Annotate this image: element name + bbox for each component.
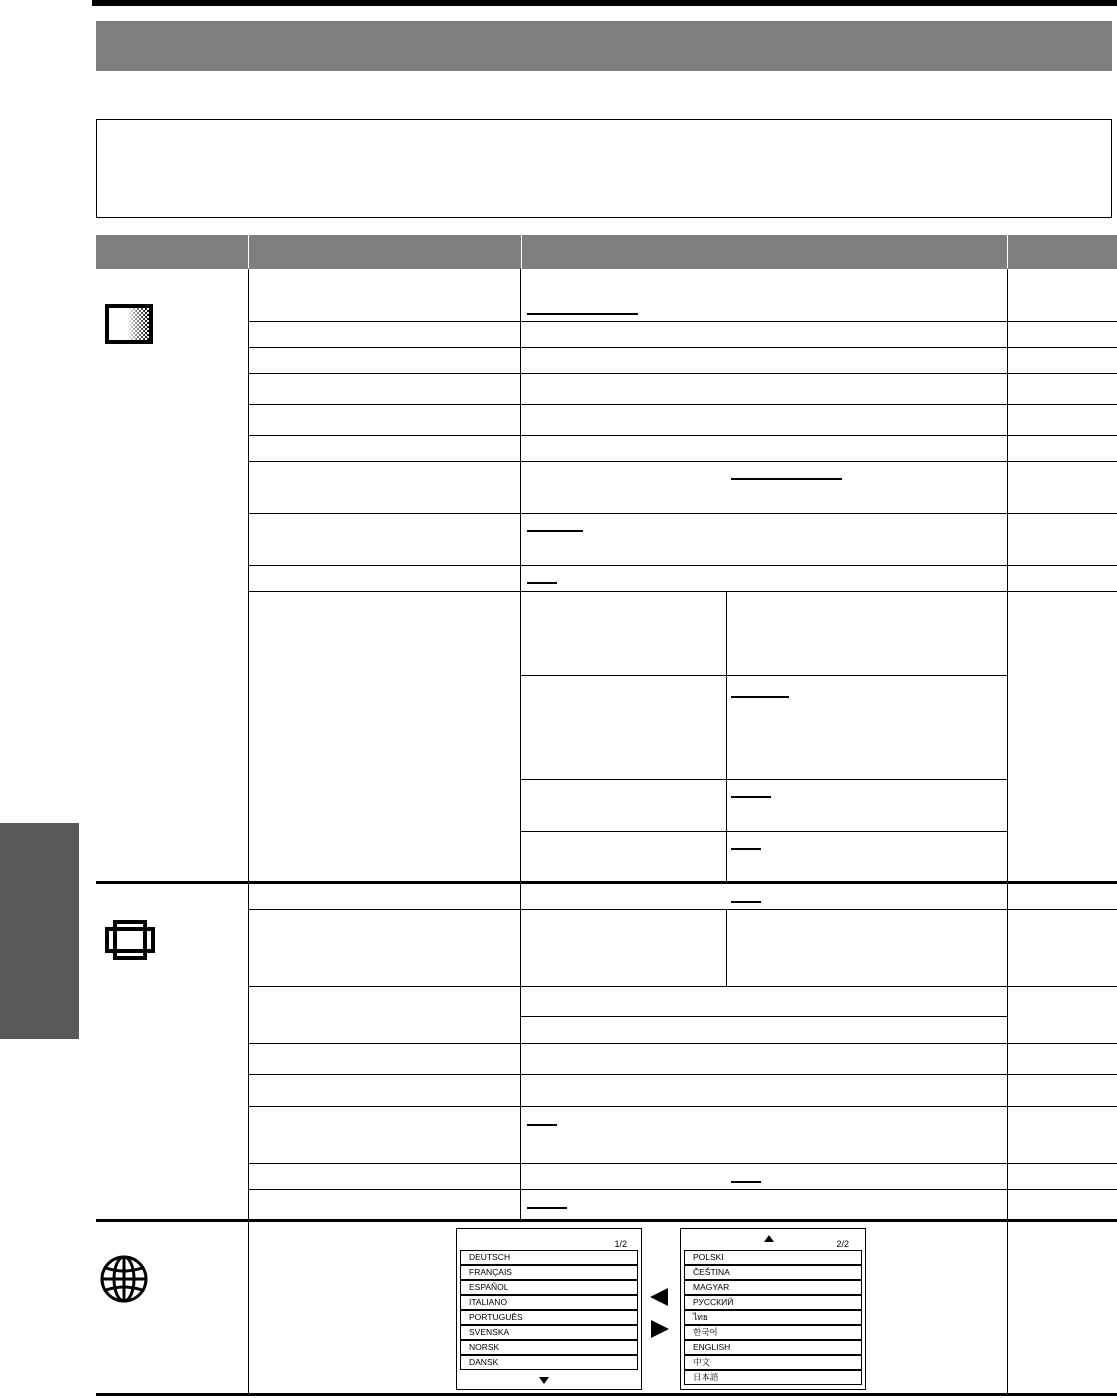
language-menu-page-2 — [680, 1228, 866, 1390]
row-line — [520, 779, 1007, 780]
language-option[interactable]: NORSK — [460, 1340, 638, 1355]
language-option[interactable]: ESPAÑOL — [460, 1280, 638, 1295]
language-option[interactable]: ČEŠTINA — [684, 1265, 862, 1280]
row-line — [248, 435, 1117, 436]
row-line — [248, 591, 1117, 592]
language-option[interactable]: 한국어 — [684, 1325, 862, 1340]
row-line — [248, 1106, 1117, 1107]
arrow-left-icon[interactable] — [650, 1288, 668, 1306]
header-divider — [521, 235, 522, 269]
row-line — [248, 373, 1117, 374]
language-option[interactable]: ไทย — [684, 1310, 862, 1325]
row-line — [248, 1043, 1117, 1044]
default-underline — [527, 1124, 557, 1126]
top-rule — [92, 0, 1117, 6]
row-line — [520, 675, 1007, 676]
bottom-rule — [96, 1393, 1117, 1396]
col-divider — [1007, 269, 1008, 1395]
row-line — [248, 321, 1117, 322]
language-option[interactable]: 中文 — [684, 1355, 862, 1370]
arrow-right-icon[interactable] — [651, 1320, 669, 1338]
language-option[interactable]: ENGLISH — [684, 1340, 862, 1355]
language-option[interactable]: MAGYAR — [684, 1280, 862, 1295]
row-line — [248, 461, 1117, 462]
default-underline — [731, 478, 842, 480]
section-separator — [96, 881, 1117, 884]
section-title-bar — [96, 21, 1112, 71]
sub-col-divider — [726, 591, 727, 882]
language-option[interactable]: PORTUGUÊS — [460, 1310, 638, 1325]
language-option[interactable]: FRANÇAIS — [460, 1265, 638, 1280]
default-underline — [527, 582, 557, 584]
table-header — [96, 235, 1117, 269]
arrow-down-icon[interactable] — [539, 1377, 549, 1384]
page-indicator: 2/2 — [836, 1239, 849, 1249]
chapter-side-tab — [0, 823, 79, 1039]
col-divider — [248, 269, 249, 1395]
language-option[interactable]: РУССКИЙ — [684, 1295, 862, 1310]
page-indicator: 1/2 — [614, 1239, 627, 1249]
arrow-up-icon[interactable] — [764, 1235, 774, 1242]
row-line — [248, 909, 1117, 910]
language-globe-icon — [99, 1254, 149, 1304]
row-line — [520, 1016, 1007, 1017]
default-underline — [731, 696, 789, 698]
row-line — [248, 404, 1117, 405]
row-line — [248, 347, 1117, 348]
language-option[interactable]: SVENSKA — [460, 1325, 638, 1340]
default-underline — [731, 1181, 761, 1183]
default-underline — [527, 530, 583, 532]
row-line — [248, 1163, 1117, 1164]
position-menu-icon — [105, 920, 155, 960]
col-divider — [520, 269, 521, 1220]
language-option[interactable]: POLSKI — [684, 1250, 862, 1265]
language-option[interactable]: 日本語 — [684, 1370, 862, 1385]
row-line — [248, 1074, 1117, 1075]
row-line — [248, 986, 1117, 987]
picture-menu-icon — [105, 304, 153, 344]
default-underline — [527, 1207, 567, 1209]
language-menu-page-1 — [456, 1228, 642, 1390]
default-underline — [731, 848, 761, 850]
language-option[interactable]: ITALIANO — [460, 1295, 638, 1310]
language-option[interactable]: DANSK — [460, 1355, 638, 1370]
sub-col-divider — [726, 909, 727, 986]
header-divider — [1007, 235, 1008, 269]
default-underline — [527, 313, 638, 315]
default-underline — [731, 901, 761, 903]
language-option[interactable]: DEUTSCH — [460, 1250, 638, 1265]
row-line — [248, 565, 1117, 566]
default-underline — [731, 796, 771, 798]
intro-box — [96, 119, 1112, 218]
row-line — [248, 513, 1117, 514]
row-line — [520, 831, 1007, 832]
row-line — [248, 1189, 1117, 1190]
header-divider — [248, 235, 249, 269]
section-separator — [96, 1219, 1117, 1222]
